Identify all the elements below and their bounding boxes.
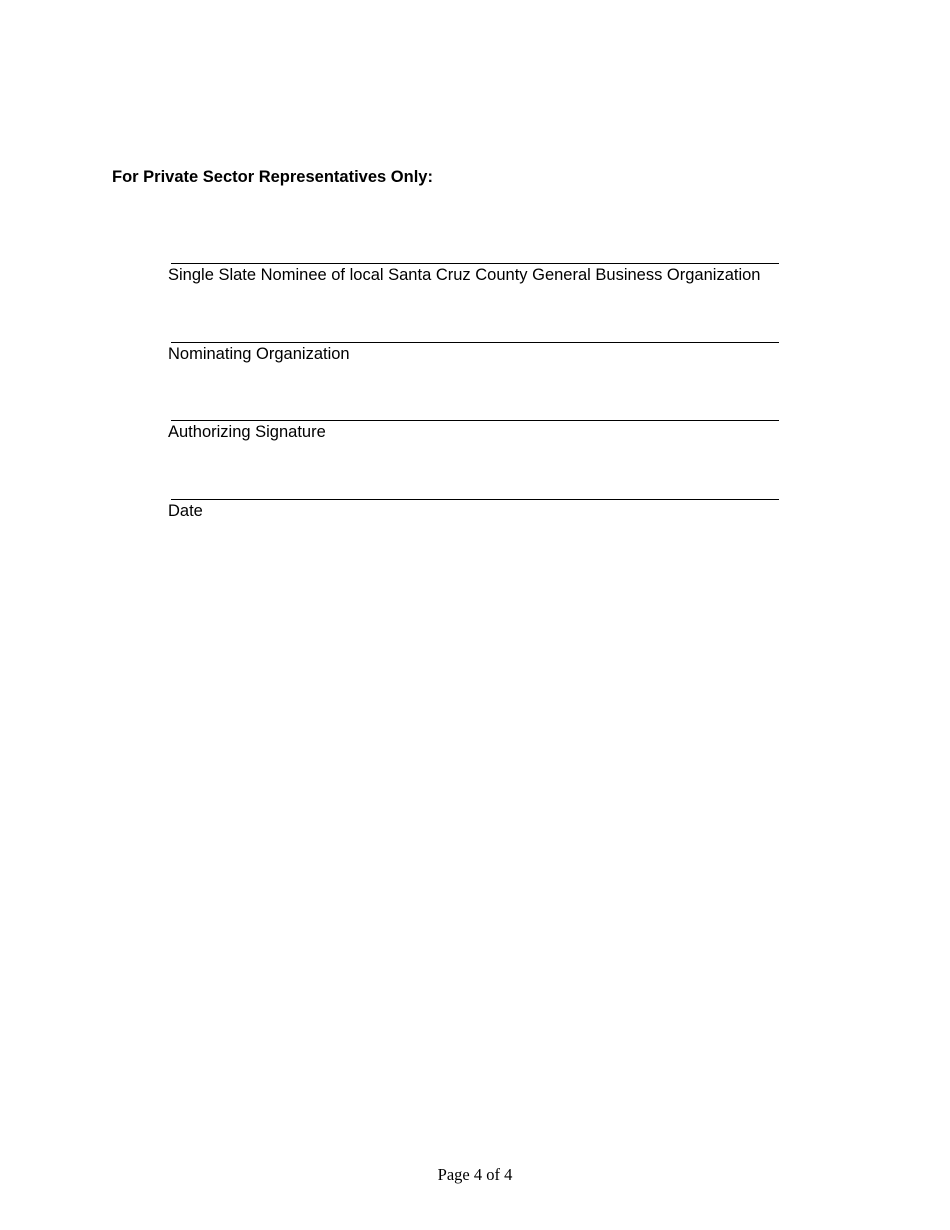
signature-line (171, 420, 779, 421)
signature-line (171, 263, 779, 264)
signature-line (171, 499, 779, 500)
signature-field-label: Authorizing Signature (168, 423, 326, 441)
signature-field-label: Single Slate Nominee of local Santa Cruz County General Business Organization (168, 266, 761, 284)
signature-field-label: Date (168, 502, 203, 520)
signature-field-label: Nominating Organization (168, 345, 350, 363)
section-heading: For Private Sector Representatives Only: (112, 168, 433, 186)
page-number: Page 4 of 4 (437, 1165, 513, 1184)
signature-line (171, 342, 779, 343)
